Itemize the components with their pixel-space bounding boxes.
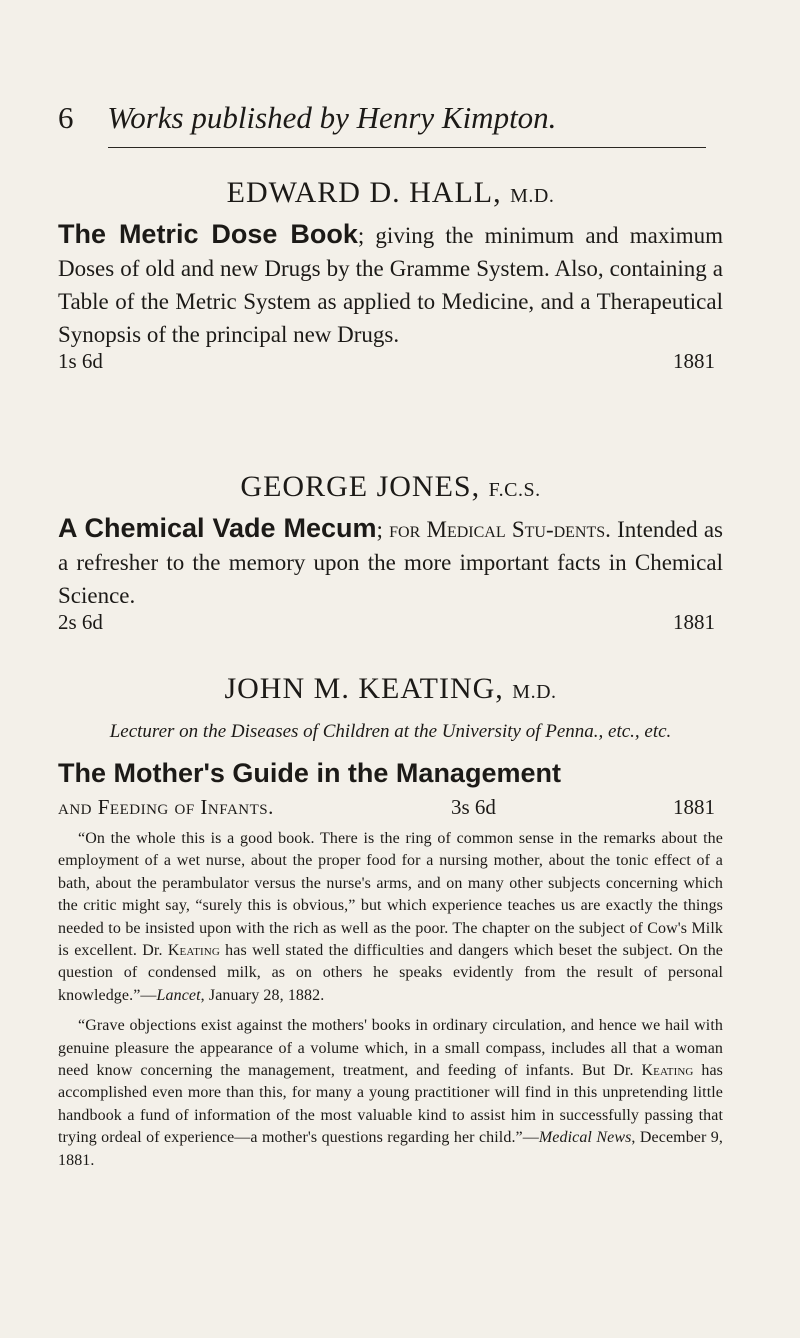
book-description: The Metric Dose Book; giving the minimum and maximum Doses of old and new Drugs by the Gramme System. Also, containing a Table of the Metric System as applied to Medicine, and a Therapeutical Synopsis of the principal new Drugs. <box>58 219 723 347</box>
book-title: The Metric Dose Book <box>58 219 358 249</box>
year: 1881 <box>673 349 715 373</box>
price: 3s 6d <box>450 795 496 819</box>
subtitle-row <box>58 795 723 820</box>
author-affiliation: Lecturer on the Diseases of Children at the University of Penna., etc., etc. <box>109 721 672 742</box>
book-title: A Chemical Vade Mecum <box>58 513 377 543</box>
header-rule <box>108 147 706 148</box>
price-year-row <box>58 610 723 635</box>
review-lancet: “On the whole this is a good book. There is the ring of common sense in the remarks about the employment of a wet nurse, about the proper food for a nursing mother, about the tonic effect of a bath, about the perambulator versus the nurse's arms, and on many other subjects concerning which the critic might say, “surely this is obvious,” but which experience teaches us are exactly the things needed to be insisted upon with the rich as well as the poor. The chapter on the subject of Cow's Milk is excellent. Dr. Keating has well stated the difficulties and dangers which beset the subject. On the question of condensed milk, as on others he speaks evidently from the result of personal knowledge.”—Lancet, January 28, 1882. <box>58 830 723 1004</box>
running-title: Works published by Henry Kimpton. <box>107 100 557 135</box>
review-medical-news: “Grave objections exist against the mothers' books in ordinary circulation, and hence we hail with genuine pleasure the appearance of a volume which, in a small compass, includes all that a woman need know concerning the management, treatment, and feeding of infants. But Dr. Keating has accomplished even more than this, for many a young practitioner will find in this unpretending little handbook a fund of information of the most valuable kind to assist him in successfully passing that trying ordeal of experience—a mother's questions regarding her child.”—Medical News, December 9, 1881. <box>58 1017 724 1169</box>
entry-jones <box>58 470 723 635</box>
price: 2s 6d <box>58 610 103 634</box>
review-source: Medical News <box>538 1129 632 1147</box>
review-source: Lancet <box>156 986 201 1004</box>
author-name: GEORGE JONES, F.C.S. <box>240 470 541 503</box>
book-description: A Chemical Vade Mecum; for Medical Stu-dents. Intended as a refresher to the memory upon the more important facts in Chemical Science. <box>58 513 723 608</box>
year: 1881 <box>673 610 715 634</box>
author-name: EDWARD D. HALL, M.D. <box>226 176 555 209</box>
book-title: The Mother's Guide in the Management <box>58 758 561 788</box>
author-name: JOHN M. KEATING, M.D. <box>224 672 557 705</box>
price: 1s 6d <box>58 349 103 373</box>
year: 1881 <box>673 795 715 819</box>
page-number: 6 <box>58 100 74 135</box>
running-head <box>58 100 708 136</box>
entry-keating <box>58 672 723 1172</box>
book-subtitle: and Feeding of Infants. <box>58 795 274 819</box>
entry-hall <box>58 176 723 374</box>
price-year-row <box>58 349 723 374</box>
